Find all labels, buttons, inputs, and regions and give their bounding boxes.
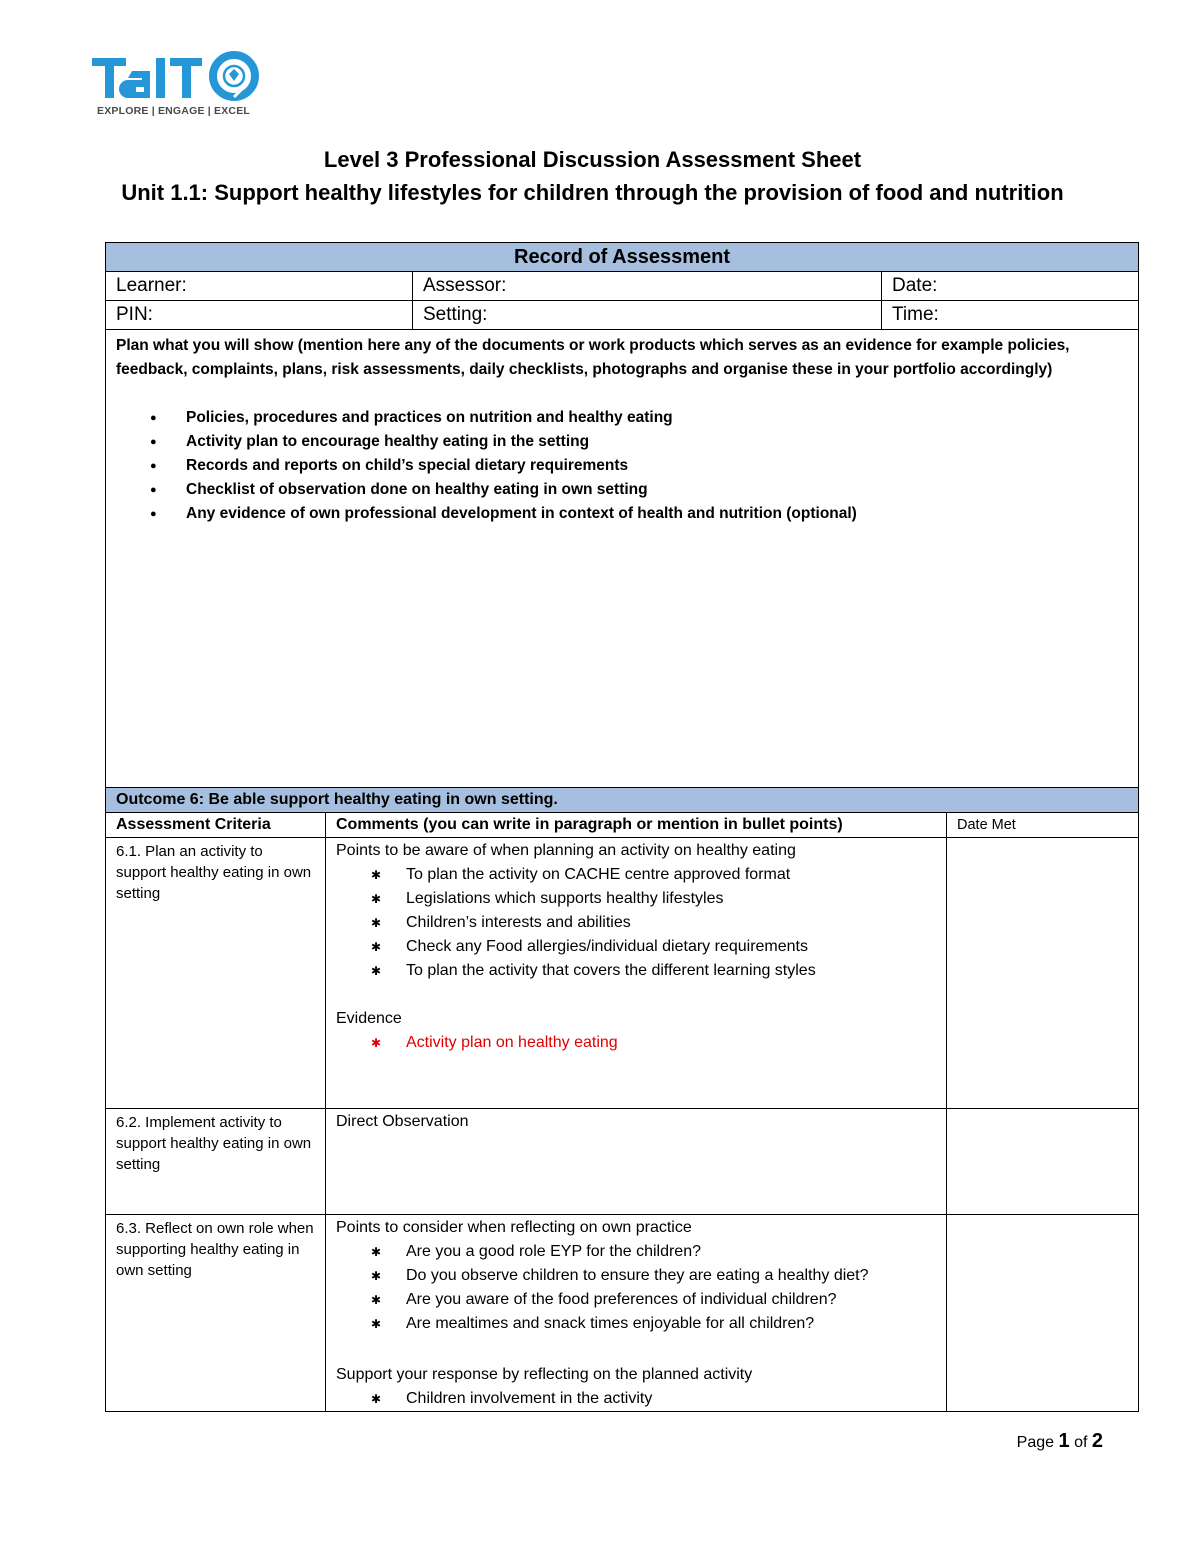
date-met-6-3[interactable] xyxy=(947,1215,1139,1412)
col-assessment-criteria: Assessment Criteria xyxy=(106,813,326,838)
record-of-assessment-table xyxy=(105,242,1139,789)
comment-point: ✱ Children’s interests and abilities xyxy=(336,911,936,935)
evidence-item: ✱ Activity plan on healthy eating xyxy=(336,1031,936,1055)
comments-6-2[interactable] xyxy=(326,1109,947,1215)
page-label: Page xyxy=(1016,1434,1055,1451)
plan-item: ● Records and reports on child’s special dietary requirements xyxy=(116,454,1128,478)
criteria-6-3: 6.3. Reflect on own role when supporting healthy eating in own setting xyxy=(106,1215,326,1412)
comment-point: ✱ To plan the activity that covers the different learning styles xyxy=(336,959,936,983)
pin-field[interactable]: PIN: xyxy=(106,301,413,330)
col-date-met: Date Met xyxy=(947,813,1139,838)
col-comments: Comments (you can write in paragraph or mention in bullet points) xyxy=(326,813,947,838)
criteria-6-2: 6.2. Implement activity to support healthy eating in own setting xyxy=(106,1109,326,1215)
learner-field[interactable]: Learner: xyxy=(106,272,413,301)
plan-item: ● Any evidence of own professional development in context of health and nutrition (optional) xyxy=(116,502,1128,526)
evidence-list xyxy=(336,1031,936,1055)
date-met-6-2[interactable] xyxy=(947,1109,1139,1215)
plan-list xyxy=(116,406,1128,526)
support-points xyxy=(336,1387,936,1411)
assessor-field[interactable]: Assessor: xyxy=(413,272,882,301)
comment-point: ✱ Legislations which supports healthy lifestyles xyxy=(336,887,936,911)
support-text: Support your response by reflecting on the planned activity xyxy=(336,1366,753,1383)
document-title xyxy=(110,144,1075,209)
comments-6-3[interactable] xyxy=(326,1215,947,1412)
comment-intro: Points to consider when reflecting on own practice xyxy=(336,1219,692,1236)
title-line-1: Level 3 Professional Discussion Assessment Sheet xyxy=(323,147,862,172)
date-met-6-1[interactable] xyxy=(947,838,1139,1109)
plan-section[interactable] xyxy=(106,330,1139,789)
comment-point: ✱ To plan the activity on CACHE centre approved format xyxy=(336,863,936,887)
comment-point: ✱ Check any Food allergies/individual dietary requirements xyxy=(336,935,936,959)
evidence-label: Evidence xyxy=(336,1010,402,1027)
time-field[interactable]: Time: xyxy=(882,301,1139,330)
page-number xyxy=(1017,1430,1103,1453)
comment-intro: Points to be aware of when planning an activity on healthy eating xyxy=(336,842,796,859)
setting-field[interactable]: Setting: xyxy=(413,301,882,330)
plan-item: ● Activity plan to encourage healthy eating in the setting xyxy=(116,430,1128,454)
plan-item: ● Policies, procedures and practices on nutrition and healthy eating xyxy=(116,406,1128,430)
current-page: 1 xyxy=(1058,1430,1070,1452)
of-label: of xyxy=(1074,1434,1088,1451)
plan-intro: Plan what you will show (mention here any of the documents or work products which serves as an evidence for example policies, feedback, complaints, plans, risk assessments, daily checklists, photographs and organise these in your portfolio accordingly) xyxy=(116,337,1070,378)
record-header: Record of Assessment xyxy=(106,243,1139,272)
logo-tagline: EXPLORE | ENGAGE | EXCEL xyxy=(97,105,251,117)
outcome-title: Outcome 6: Be able support healthy eating in own setting. xyxy=(106,788,1139,813)
comment-point: ✱ Are you a good role EYP for the children? xyxy=(336,1240,936,1264)
criteria-6-1: 6.1. Plan an activity to support healthy eating in own setting xyxy=(106,838,326,1109)
comment-points xyxy=(336,1240,936,1336)
date-field[interactable]: Date: xyxy=(882,272,1139,301)
comment-point: ✱ Are mealtimes and snack times enjoyable for all children? xyxy=(336,1312,936,1336)
total-pages: 2 xyxy=(1091,1430,1103,1452)
outcome-table xyxy=(105,787,1139,1412)
comments-6-1[interactable] xyxy=(326,838,947,1109)
plan-item: ● Checklist of observation done on healthy eating in own setting xyxy=(116,478,1128,502)
comment-intro: Direct Observation xyxy=(336,1113,469,1130)
title-line-2: Unit 1.1: Support healthy lifestyles for children through the provision of food and nutrition xyxy=(121,180,1064,205)
comment-points xyxy=(336,863,936,983)
comment-point: ✱ Are you aware of the food preferences of individual children? xyxy=(336,1288,936,1312)
comment-point: ✱ Do you observe children to ensure they are eating a healthy diet? xyxy=(336,1264,936,1288)
support-point: ✱ Children involvement in the activity xyxy=(336,1387,936,1411)
